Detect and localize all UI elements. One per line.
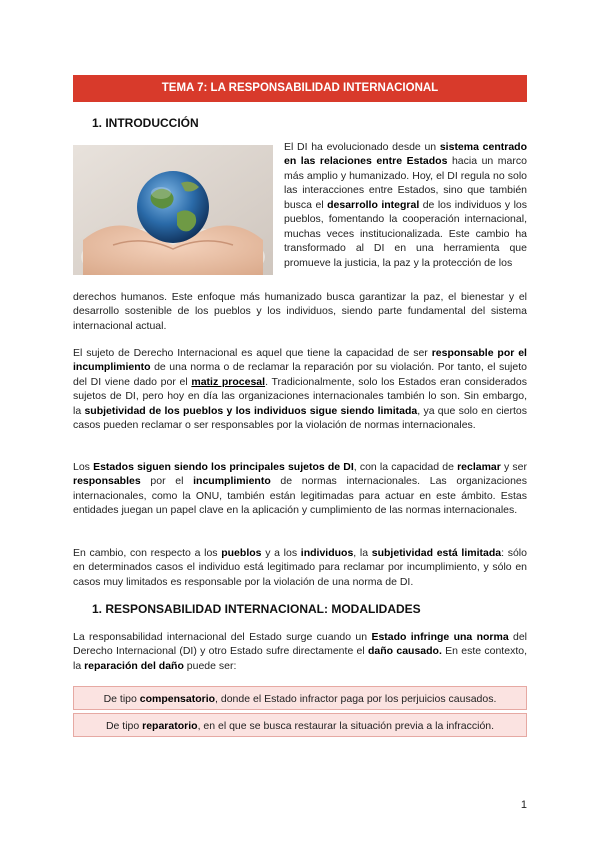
page-number: 1 xyxy=(520,799,527,811)
intro-paragraph-right: El DI ha evolucionado desde un sistema centrado en las relaciones entre Estados hacia un marco más amplio y humanizado. Hoy, el DI regula no solo las interacciones entre Estados, sino que también busca el desarrollo integral de los individuos y los pueblos, fomentando la cooperación internacional, muchas veces institucionalizada. Este cambio ha transformado al DI en una herramienta que promueve la justicia, la paz y la protección de los xyxy=(284,141,528,269)
intro-paragraph-continued: derechos humanos. Este enfoque más humanizado busca garantizar la paz, el bienestar y el desarrollo sostenible de los pueblos y los individuos, siendo parte fundamental del sistema internacional actual. xyxy=(73,291,527,332)
paragraph-estados: Los Estados siguen siendo los principales sujetos de DI, con la capacidad de reclamar y ser responsables por el incumplimiento de normas internacionales. Las organizaciones internacionales, como la ONU, también están legitimadas para actuar en este ámbito. Estas entidades juegan un papel clave en la aplicación y cumplimiento de las normas internacionales. xyxy=(73,461,527,517)
reparation-type-reparatorio: De tipo reparatorio, en el que se busca restaurar la situación previa a la infracción. xyxy=(73,713,527,737)
paragraph-responsabilidad: La responsabilidad internacional del Estado surge cuando un Estado infringe una norma del Derecho Internacional (DI) y otro Estado sufre directamente el daño causado. En este contexto, la reparación del daño puede ser: xyxy=(73,631,528,672)
document-title-bar: TEMA 7: LA RESPONSABILIDAD INTERNACIONAL xyxy=(73,75,527,102)
section-heading-introduccion: 1. INTRODUCCIÓN xyxy=(92,116,199,130)
paragraph-pueblos-individuos: En cambio, con respecto a los pueblos y a los individuos, la subjetividad está limitada: sólo en determinados casos el individuo está legitimado para reclamar por incumplimiento, y sólo en casos muy limitados es responsable por la violación de una norma de DI. xyxy=(73,547,527,588)
globe-in-hands-image xyxy=(73,145,273,275)
paragraph-sujeto-di: El sujeto de Derecho Internacional es aquel que tiene la capacidad de ser responsable por el incumplimiento de una norma o de reclamar la reparación por su violación. Por tanto, el sujeto del DI viene dado por el matiz procesal. Tradicionalmente, solo los Estados eran considerados sujetos de DI, pero hoy en día las organizaciones internacionales también lo son. Sin embargo, la subjetividad de los pueblos y los individuos sigue siendo limitada, ya que solo en ciertos casos pueden reclamar o ser responsables por la violación de normas internacionales. xyxy=(73,347,527,432)
section-heading-modalidades: 1. RESPONSABILIDAD INTERNACIONAL: MODALIDADES xyxy=(92,602,421,616)
reparation-type-compensatorio: De tipo compensatorio, donde el Estado infractor paga por los perjuicios causados. xyxy=(73,686,527,710)
